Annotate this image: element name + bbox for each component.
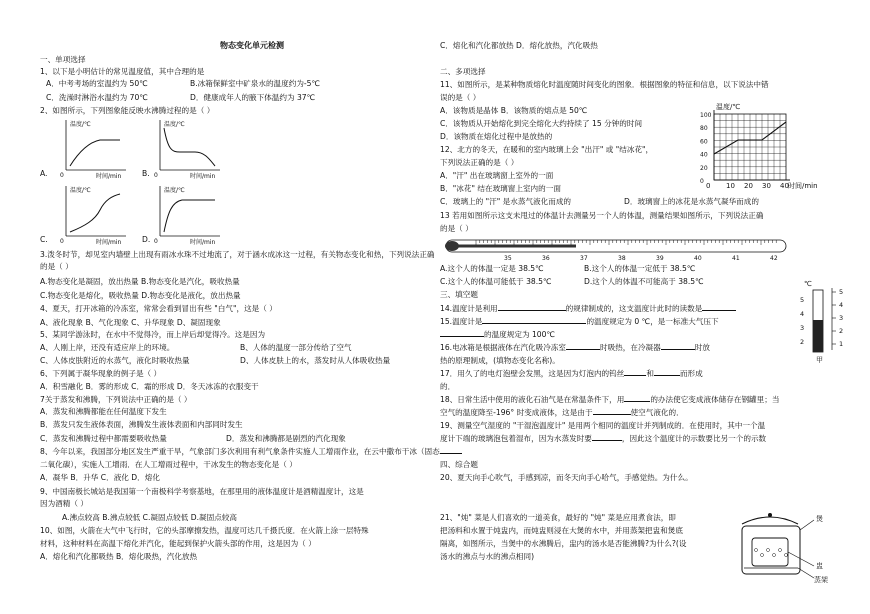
q5-option-c: C、人体皮肤附近的水蒸气，液化时吸收热量 xyxy=(40,356,190,365)
q13-option-d: D.这个人的体温不可能高于 38.5℃ xyxy=(584,277,704,286)
q21-stem-4: 汤水的沸点与水的沸点相同) xyxy=(440,552,535,561)
lid-knob xyxy=(768,513,772,517)
q16-text-c: 时放 xyxy=(694,343,710,352)
outer-pot xyxy=(742,526,800,574)
q17-line-2: 的． xyxy=(440,382,456,391)
scale-left-tick: 5 xyxy=(800,296,805,304)
curve xyxy=(70,194,120,232)
bubble xyxy=(779,549,782,552)
chart-y-tick: 20 xyxy=(700,164,708,172)
q5-option-d: D、人体皮肤上的水，蒸发时从人体吸收热量 xyxy=(240,356,391,365)
q11-option-c: C．该物质从开始熔化到完全熔化大约持续了 15 分钟的时间 xyxy=(440,119,643,128)
q3-stem: 3.泼冬时节，却见室内墙壁上出现有雨冰水珠不过地流了，对于涵水成冰这一过程，有关物态变化和热，下列说法正确 xyxy=(40,250,435,259)
graph-option-label: C. xyxy=(40,235,48,244)
q13-option-b: B.这个人的体温一定低于 38.5℃ xyxy=(584,264,696,273)
q1-option-d: D．健康成年人的腋下体温约为 37℃ xyxy=(190,93,316,102)
q13-option-c: C.这个人的体温可能低于 38.5℃ xyxy=(440,277,552,286)
thermometer-tick-label: 38 xyxy=(618,255,626,262)
q13-stem: 13 若用如图所示这支未甩过的体温计去测量另一个人的体温，测量结果如图所示，下列说法正确 xyxy=(440,211,764,220)
q16-blank-2[interactable] xyxy=(661,349,695,350)
q7-option-a: A．蒸发和沸腾都能在任何温度下发生 xyxy=(40,407,167,416)
q19-text-b: 度计下端的玻璃泡包着湿布，因为水蒸发时要 xyxy=(440,434,592,443)
q17-text-c: 而形成 xyxy=(679,369,703,378)
thermometer-body xyxy=(446,240,786,252)
q7-stem: 7关于蒸发和沸腾，下列说法中正确的是（ ） xyxy=(40,395,192,404)
q14 xyxy=(440,305,736,313)
q17-text-b: 和 xyxy=(646,369,654,378)
q3-stem-cont: 的是（ ） xyxy=(40,262,73,271)
q15-text-a: 15.温度计是 xyxy=(440,317,483,326)
q10-stem: 10、如图，火箭在大气中飞行时，它的头部摩擦发热，温度可达几千摄氏度．在火箭上涂一层特殊 xyxy=(40,526,369,535)
x-axis-label: 时间/min xyxy=(96,173,122,180)
q15-text-c: 的温度规定为 100℃ xyxy=(484,330,555,339)
q5-stem: 5、某同学游泳时，在水中不觉得冷，而上岸后却觉得冷。这是因为 xyxy=(40,330,266,339)
q9-stem-cont: 因为酒精（ ） xyxy=(40,499,88,508)
q5-option-a: A、人刚上岸，还没有适应岸上的环境。 xyxy=(40,343,175,352)
q15-text-b: 的温度规定为 0 ℃，是一标准大气压下 xyxy=(586,317,719,326)
y-axis-label: 温度/℃ xyxy=(164,187,185,194)
q19-blank-2[interactable] xyxy=(440,453,462,454)
q15-blank-2[interactable] xyxy=(440,336,484,337)
origin-label: 0 xyxy=(154,238,158,245)
curve xyxy=(70,140,120,166)
q7-option-b: B．蒸发只发生液体表面，沸腾发生液体表面和内部同时发生 xyxy=(40,420,243,429)
chart-frame xyxy=(714,114,786,180)
q1-option-a: A．中考考场的室温约为 50℃ xyxy=(46,79,148,88)
origin-label: 0 xyxy=(60,238,64,245)
q8-stem-cont: 二氧化碳），实施人工增雨．在人工增雨过程中，干冰发生的物态变化是（ ） xyxy=(40,460,297,469)
thermometer-tick-label: 40 xyxy=(694,255,702,262)
q18-blank-2[interactable] xyxy=(593,414,631,415)
chart-x-tick: 10 xyxy=(726,182,735,190)
thermometer-mercury xyxy=(456,245,576,248)
q11-option-ab: A．该物质是晶体 B．该物质的熔点是 50℃ xyxy=(440,106,588,115)
x-axis-label: 时间/min xyxy=(190,173,216,180)
q10-option-cd: C．熔化和汽化都放热 D．熔化放热，汽化吸热 xyxy=(440,41,598,50)
graph-option-label: B. xyxy=(142,169,150,178)
q2-graph-b xyxy=(142,120,220,180)
q2-graph-d xyxy=(142,186,220,246)
q15-blank-1[interactable] xyxy=(482,323,586,324)
chart-y-tick: 100 xyxy=(700,112,712,119)
bubble xyxy=(755,549,758,552)
q13-stem-cont: 的是（ ） xyxy=(440,224,473,233)
q11-stem-cont: 误的是（ ） xyxy=(440,93,481,102)
q10-option-ab: A．熔化和汽化都吸热 B．熔化吸热，汽化放热 xyxy=(40,552,198,561)
q1-stem: 1、以下是小明估计的常见温度值，其中合理的是 xyxy=(40,67,205,76)
q20-stem: 20、夏天向手心吹气，手感到凉，而冬天向手心哈气，手感觉热。为什么。 xyxy=(440,473,693,482)
thermometer-tick-label: 41 xyxy=(732,255,740,262)
q18-text-c: 空气的温度降至-196° 时变成液体，这是由于 xyxy=(440,408,593,417)
q18-text-d: 使空气液化的． xyxy=(630,408,684,417)
bowl-pointer xyxy=(788,552,814,566)
bubble xyxy=(773,554,776,557)
q2-graph-a xyxy=(40,120,126,180)
q12-option-d: D．玻璃窗上的冰花是水蒸气凝华而成的 xyxy=(624,197,759,206)
q16 xyxy=(440,344,710,352)
scale-left-tick: 3 xyxy=(800,324,805,332)
section-1-heading: 一、单项选择 xyxy=(40,55,86,64)
q8-options: A．凝华 B．升华 C．液化 D．熔化 xyxy=(40,473,160,482)
q6-stem: 6、下列属于凝华现象的例子是（ ） xyxy=(40,369,162,378)
rack-pointer xyxy=(798,568,814,578)
chart-origin: 0 xyxy=(706,182,711,190)
q21-stem-2: 把汤料和水置于炖盅内，而炖盅则浸在大煲的水中，并用蒸架把盅和煲底 xyxy=(440,526,683,535)
scale-label: 甲 xyxy=(816,356,823,364)
bubble xyxy=(761,554,764,557)
thermometer-tick-label: 39 xyxy=(656,255,664,262)
q14-text-a: 14.温度计是利用 xyxy=(440,304,498,313)
scale-liquid xyxy=(813,320,823,352)
q3-option-cd: C.物态变化是熔化，吸收热量 D.物态变化是液化，放出热量 xyxy=(40,291,241,300)
scale-right-tick-label: 4 xyxy=(839,301,844,309)
q8-stem: 8、今年以来，我国部分地区发生严重干旱，气象部门多次利用有利气象条件实施人工增雨作业，在云中撒布干冰（固态 xyxy=(40,447,440,456)
q16-text-a: 16.电冰箱是根据液体在汽化吸冷冻室 xyxy=(440,343,566,352)
q19-line-2 xyxy=(440,435,766,443)
chart-y-tick: 60 xyxy=(700,138,708,146)
q4-stem: 4、夏天，打开冰箱的冷冻室，常常会看到冒出有些 "白气"，这是（ ） xyxy=(40,304,277,313)
chart-x-tick: 30 xyxy=(762,182,771,190)
scale-tube xyxy=(813,290,823,352)
q16-text-b: 时吸热，在冷凝器 xyxy=(599,343,661,352)
scale-right-tick-label: 1 xyxy=(839,340,844,348)
page-title: 物态变化单元检测 xyxy=(220,41,284,50)
section-3-heading: 三、填空题 xyxy=(440,290,478,299)
q7-option-c: C．蒸发和沸腾过程中都需要吸收热量 xyxy=(40,434,167,443)
q19-stem: 19、测量空气湿度的 "干湿泡温度计" 是用两个相同的温度计并列制成的．在使用时，其中一个温 xyxy=(440,421,766,430)
scale-right-tick-label: 2 xyxy=(839,327,844,335)
y-axis-label: 温度/℃ xyxy=(164,121,185,128)
q16-line-2: 热的原理制成，(填物态变化名称)。 xyxy=(440,356,560,365)
q4-options: A、液化现象 B、气化现象 C、升华现象 D、凝固现象 xyxy=(40,318,221,327)
x-axis-label: 时间/min xyxy=(96,239,122,246)
scale-right-tick-label: 3 xyxy=(839,314,844,322)
origin-label: 0 xyxy=(60,172,64,179)
q18-text-a: 18、日常生活中使用的液化石油气是在常温条件下，用 xyxy=(440,395,625,404)
q9-stem: 9、中国南极长城站是我国第一个南极科学考察基地，在那里用的液体温度计是酒精温度计，这是 xyxy=(40,487,364,496)
thermometer-tick-label: 42 xyxy=(770,255,778,262)
q11-option-d: D．该物质在熔化过程中是放热的 xyxy=(440,132,553,141)
chart-y-tick: 80 xyxy=(700,125,708,133)
chart-x-tick: 20 xyxy=(744,182,753,190)
graph-option-label: A. xyxy=(40,169,48,178)
q2-graph-c xyxy=(40,186,126,246)
scale-left-tick: 2 xyxy=(800,338,805,346)
q14-text-b: 的规律制成的，这支温度计此时的读数是 xyxy=(565,304,703,313)
q10-stem-cont: 材料，这种材料在高温下熔化并汽化，能起到保护火箭头部的作用，这是因为（ ） xyxy=(40,539,316,548)
melting-curve xyxy=(714,122,786,154)
thermometer-bulb xyxy=(445,241,459,251)
q18-text-b: 的办法使它变成液体储存在钢罐里；当 xyxy=(650,395,780,404)
scale-left-tick: 4 xyxy=(800,310,805,318)
graph-option-label: D. xyxy=(142,235,151,244)
y-axis-label: 温度/℃ xyxy=(70,121,91,128)
rack-label: 蒸架 xyxy=(814,576,828,584)
q1-option-b: B.冰箱保鲜室中矿泉水的温度约为-5℃ xyxy=(190,79,321,88)
q15-line-2 xyxy=(440,331,555,339)
q17 xyxy=(440,370,703,378)
q17-blank-2[interactable] xyxy=(654,375,680,376)
thermometer-tick-label: 35 xyxy=(504,255,512,262)
q12-option-c: C．玻璃上的 "汗" 是水蒸气液化而成的 xyxy=(440,197,572,206)
origin-label: 0 xyxy=(154,172,158,179)
pot-label: 煲 xyxy=(816,515,823,523)
q18-blank-1[interactable] xyxy=(624,401,650,402)
q19-line-3 xyxy=(440,448,462,456)
y-axis-label: 温度/℃ xyxy=(70,187,91,194)
q5-option-b: B、人体的温度一部分传给了空气 xyxy=(240,343,352,352)
q3-option-ab: A.物态变化是凝固，放出热量 B.物态变化是汽化，吸收热量 xyxy=(40,277,240,286)
curve xyxy=(164,200,215,232)
q6-options: A．积雪融化 B．雾的形成 C．霜的形成 D．冬天冰冻的衣服变干 xyxy=(40,382,259,391)
bubble xyxy=(767,549,770,552)
q16-blank-1[interactable] xyxy=(566,349,600,350)
chart-y-label: 温度/℃ xyxy=(716,103,741,111)
section-4-heading: 四、综合题 xyxy=(440,460,478,469)
q19-blank-1[interactable] xyxy=(592,440,622,441)
x-axis-label: 时间/min xyxy=(190,239,216,246)
q12-stem-cont: 下列说法正确的是（ ） xyxy=(440,158,519,167)
q11-stem: 11、如图所示，是某种物质熔化时温度随时间变化的图象．根据图象的特征和信息，以下说法中错 xyxy=(440,80,769,89)
scale-unit: ℃ xyxy=(804,280,812,288)
q17-text-a: 17．用久了的电灯泡壁会发黑，这是因为灯泡内的钨丝 xyxy=(440,369,625,378)
thermometer-tick-label: 36 xyxy=(542,255,550,262)
bubble xyxy=(785,554,788,557)
scale-right-tick-label: 5 xyxy=(839,288,844,296)
q7-option-d: D．蒸发和沸腾都是剧烈的汽化现象 xyxy=(226,434,346,443)
bowl-label: 盅 xyxy=(816,562,823,570)
q14-blank-1[interactable] xyxy=(498,310,566,311)
q9-options: A.沸点较高 B.沸点较低 C.凝固点较低 D.凝固点较高 xyxy=(62,513,238,522)
q21-stem: 21、"炖" 菜是人们喜欢的一道美食，最好的 "炖" 菜是应用煮食法，即 xyxy=(440,513,676,522)
q12-option-a: A．"汗" 出在玻璃窗上室外的一面 xyxy=(440,171,554,180)
q15 xyxy=(440,318,719,326)
q17-blank-1[interactable] xyxy=(624,375,646,376)
q18-line-2 xyxy=(440,409,684,417)
pot-pointer xyxy=(800,520,814,530)
pot-lid xyxy=(742,517,798,524)
chart-x-label: 时间/min xyxy=(788,182,818,190)
inner-bowl xyxy=(752,538,788,566)
q14-blank-2[interactable] xyxy=(702,310,736,311)
q18 xyxy=(440,396,779,404)
q13-option-a: A.这个人的体温一定是 38.5℃ xyxy=(440,264,544,273)
chart-y-tick: 0 xyxy=(700,178,704,185)
thermometer-tick-label: 37 xyxy=(580,255,588,262)
q12-stem: 12、北方的冬天，在暖和的室内玻璃上会 "出汗" 或 "结冰花"， xyxy=(440,145,654,154)
chart-y-tick: 40 xyxy=(700,151,708,159)
chart-x-tick: 40 xyxy=(780,182,789,190)
q12-option-b: B．"冰花" 结在玻璃窗上室内的一面 xyxy=(440,184,561,193)
q1-option-c: C．洗澡时淋浴水温约为 70℃ xyxy=(46,93,148,102)
section-2-heading: 二、多项选择 xyxy=(440,67,486,76)
q2-stem: 2、如图所示，下列图象能反映水沸腾过程的是（ ） xyxy=(40,106,215,115)
q21-stem-3: 隔离，如图所示，当煲中的水沸腾后，盅内的汤水是否能沸腾?为什么?(设 xyxy=(440,539,687,548)
q19-text-c: ，因此这个温度计的示数要比另一个的示数 xyxy=(621,434,767,443)
curve xyxy=(164,128,215,166)
